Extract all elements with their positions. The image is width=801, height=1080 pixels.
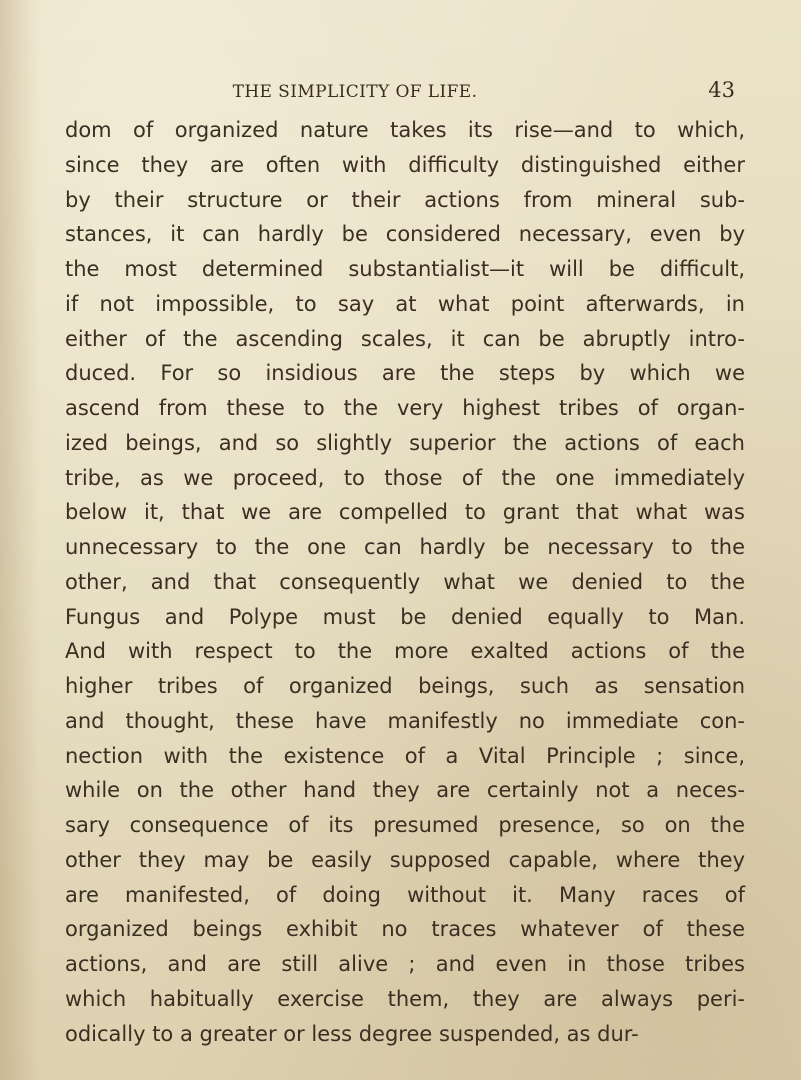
running-title: THE SIMPLICITY OF LIFE.: [232, 82, 478, 102]
text-line: tribe, as we proceed, to those of the one immediately: [65, 465, 745, 490]
body-text: [65, 113, 745, 1051]
text-line: the most determined substantialist—it will be difficult,: [65, 257, 745, 281]
text-line: nection with the existence of a Vital Principle ; since,: [65, 743, 745, 768]
text-line: And with respect to the more exalted actions of the: [65, 639, 745, 664]
text-line: higher tribes of organized beings, such as sensation: [65, 674, 745, 698]
text-line: odically to a greater or less degree suspended, as dur-: [65, 1021, 639, 1046]
text-line: which habitually exercise them, they are always peri-: [65, 986, 745, 1011]
text-line: dom of organized nature takes its rise—and to which,: [65, 118, 745, 142]
text-line: below it, that we are compelled to grant that what was: [65, 500, 745, 525]
running-head: [0, 78, 801, 108]
text-line: either of the ascending scales, it can be abruptly intro-: [65, 326, 745, 351]
text-line: ized beings, and so slightly superior the actions of each: [65, 430, 745, 455]
text-line: since they are often with difficulty distinguished either: [65, 152, 745, 177]
text-line: and thought, these have manifestly no immediate con-: [65, 708, 745, 733]
text-line: if not impossible, to say at what point afterwards, in: [65, 291, 745, 316]
text-line: ascend from these to the very highest tribes of organ-: [65, 396, 745, 420]
text-line: stances, it can hardly be considered necessary, even by: [65, 222, 745, 247]
text-line: actions, and are still alive ; and even in those tribes: [65, 952, 745, 976]
page-gutter-shadow: [0, 0, 40, 1080]
text-line: organized beings exhibit no traces whatever of these: [65, 917, 745, 942]
text-line: while on the other hand they are certainly not a neces-: [65, 778, 745, 803]
page-number: 43: [708, 78, 735, 102]
text-line: other, and that consequently what we denied to the: [65, 569, 745, 594]
text-line: sary consequence of its presumed presence, so on the: [65, 813, 745, 837]
text-line: by their structure or their actions from mineral sub-: [65, 187, 745, 212]
text-line: other they may be easily supposed capable, where they: [65, 847, 745, 872]
text-line: duced. For so insidious are the steps by which we: [65, 361, 745, 386]
text-line: are manifested, of doing without it. Many races of: [65, 882, 745, 907]
text-line: unnecessary to the one can hardly be necessary to the: [65, 535, 745, 559]
text-line: Fungus and Polype must be denied equally to Man.: [65, 604, 745, 629]
